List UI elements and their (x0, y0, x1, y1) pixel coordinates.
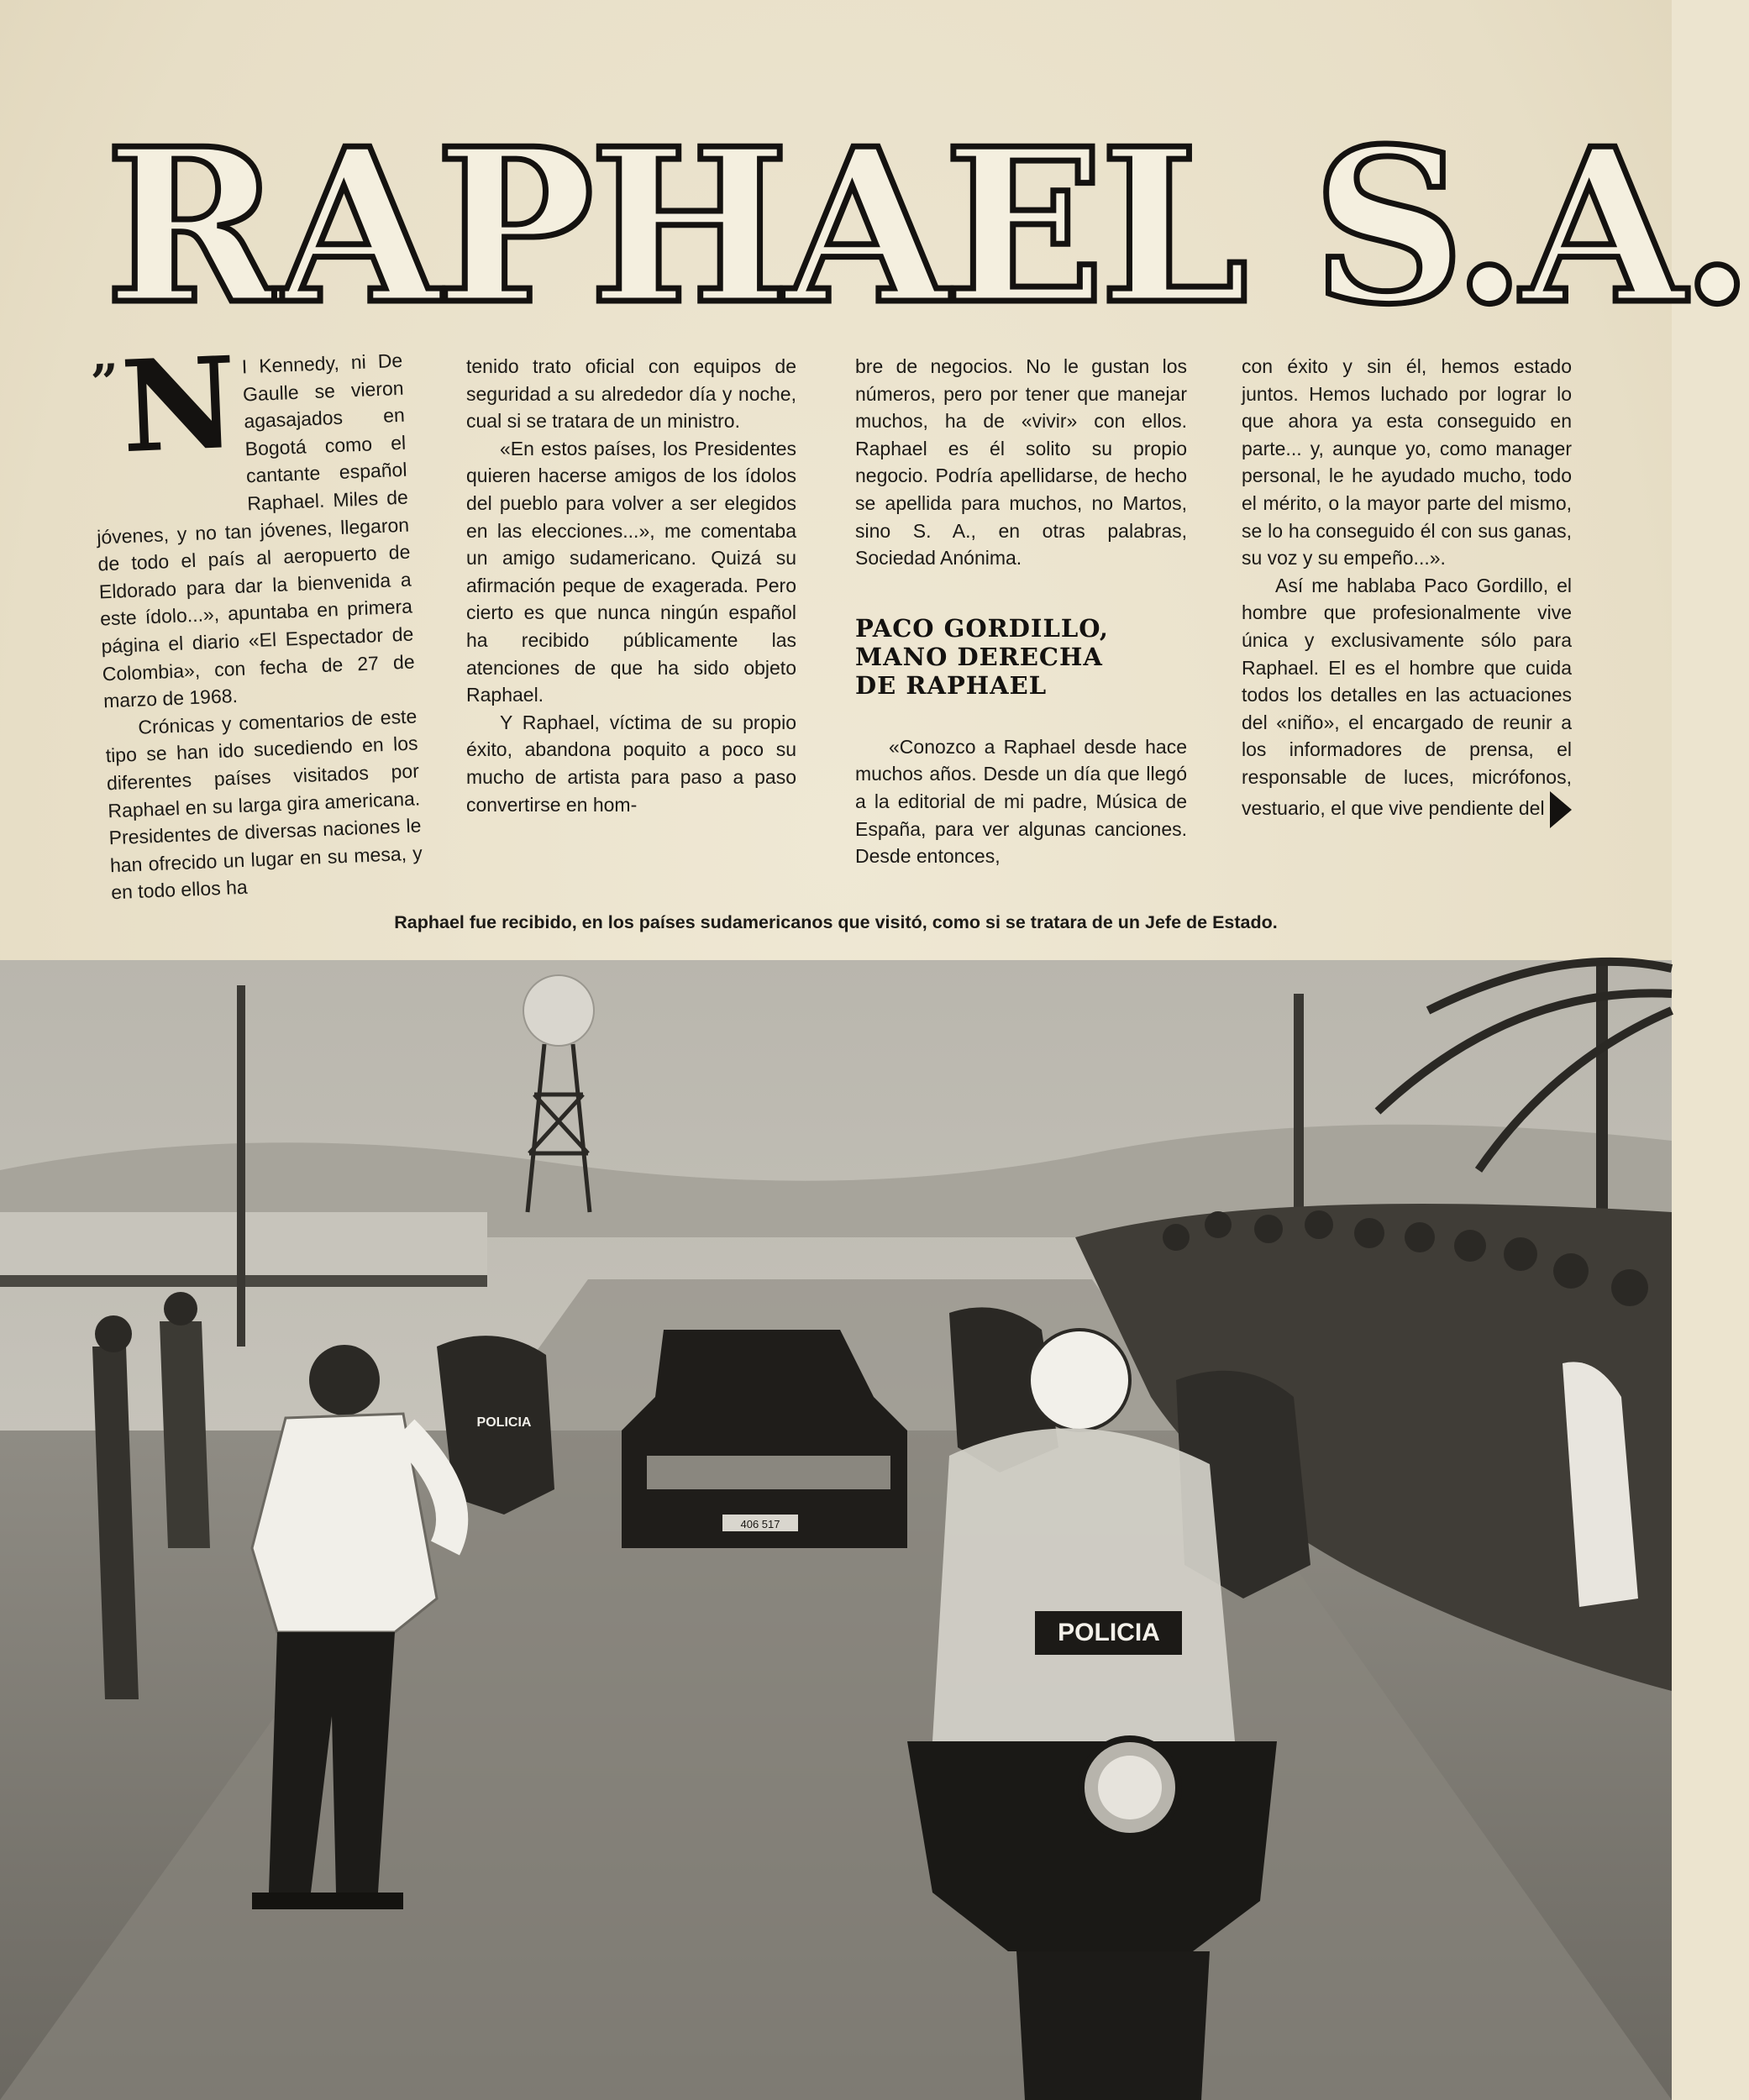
radar-dome (523, 975, 594, 1046)
photo-caption: Raphael fue recibido, en los países sudamericanos que visitó, como si se tratara de un Jefe de Estado. (394, 912, 1278, 932)
paragraph: con éxito y sin él, hemos estado juntos. Hemos luchado por lograr lo que ahora ya esta conseguido en parte... y, aunque yo, como manager personal, le he ayudado mucho, todo el mérito, o la mayor parte del mismo, se lo ha conseguido él con sus ganas, su voz y su empeño...». (1242, 355, 1572, 570)
paragraph: «En estos países, los Presidentes quieren hacerse amigos de los ídolos del pueblo para volver a ser elegidos en las elecciones...», me comentaba un amigo sudamericano. Quizá su afirmación peque de exagerada. Pero cierto es que nunca ningún español ha recibido públicamente las atenciones de que ha sido objeto Raphael. (466, 437, 796, 706)
subhead-line: DE RAPHAEL (855, 670, 1048, 700)
police-fairing-label: POLICIA (1058, 1619, 1160, 1646)
motorcade-photo-illustration (0, 960, 1672, 2100)
paragraph: Y Raphael, víctima de su propio éxito, abandona poquito a poco su mucho de artista para paso a paso convertirse en hom- (466, 711, 796, 816)
car-grille (647, 1456, 890, 1489)
opening-quote-mark: ” (89, 353, 120, 412)
subhead-line: PACO GORDILLO, (855, 613, 1109, 643)
continue-arrow-icon (1550, 791, 1572, 828)
front-wheel (1016, 1951, 1210, 2100)
motorcade-photo (0, 960, 1672, 2100)
paragraph: I Kennedy, ni De Gaulle se vieron agasajados en Bogotá como el cantante español Raphael. Miles de jóvenes, y no tan jóvenes, llegaron de todo el país al aeropuerto de Eldorado para dar la bienvenida a este ídolo...», apuntaba en primera página el diario «El Espectador de Colombia», con fecha de 27 de marzo de 1968. (96, 349, 416, 712)
headline: RAPHAEL S.A. (105, 102, 1749, 351)
lamp-post (237, 985, 245, 1347)
paragraph: «Conozco a Raphael desde hace muchos años. Desde un día que llegó a la editorial de mi padre, Música de España, para ver algunas canciones. Desde entonces, (855, 735, 1187, 868)
background-police-label: POLICIA (476, 1415, 532, 1430)
subhead-line: MANO DERECHA (855, 642, 1103, 671)
plate-text: 406 517 (740, 1518, 780, 1530)
section-subhead (855, 614, 1187, 700)
paragraph: Crónicas y comentarios de este tipo se han ido sucediendo en los diferentes países visitados por Raphael en su larga gira americana. Presidentes de diversas naciones le han ofrecido un lugar en su mesa, y en todo ellos ha (105, 705, 423, 904)
police-helmet (1029, 1330, 1130, 1431)
paragraph: tenido trato oficial con equipos de seguridad a su alrededor día y noche, cual si se tratara de un ministro. (466, 355, 796, 433)
paragraph: bre de negocios. No le gustan los números, pero por tener que manejar muchos, ha de «vivir» con ellos. Raphael es él solito su propio negocio. Podría apellidarse, de hecho se apellida para muchos, no Martos, sino S. A., en otras palabras, Sociedad Anónima. (855, 355, 1187, 570)
paragraph (1242, 572, 1572, 828)
windshield (932, 1428, 1235, 1741)
spectator-left (160, 1321, 210, 1548)
paragraph-text: Así me hablaba Paco Gordillo, el hombre que profesionalmente vive única y exclusivamente sólo para Raphael. El es el hombre que cuida todos los detalles en las actuaciones del «niño», el encargado de reunir a los informadores de prensa, el responsable de luces, micrófonos, vestuario, el que vive pendiente del (1242, 574, 1572, 819)
text-column-1 (89, 328, 424, 917)
text-column-4 (1242, 353, 1572, 911)
text-column-2 (466, 353, 796, 911)
standing-man-head (309, 1345, 380, 1415)
drop-cap: N (118, 328, 240, 482)
text-column-3 (855, 353, 1187, 911)
